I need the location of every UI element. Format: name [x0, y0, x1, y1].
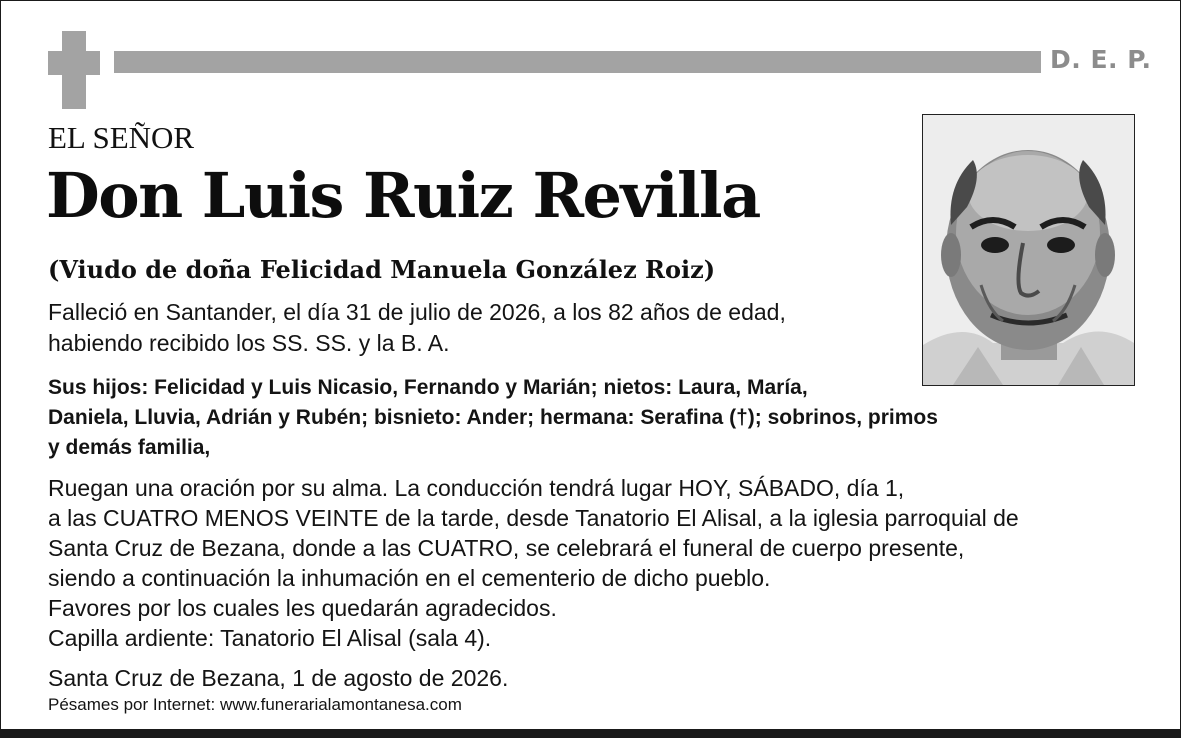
funeral-line: Capilla ardiente: Tanatorio El Alisal (sala 4).: [48, 625, 492, 651]
death-announcement: [48, 297, 786, 359]
portrait-image: [923, 115, 1134, 385]
cross-horizontal-bar: [48, 51, 100, 75]
latin-cross-icon: [48, 31, 100, 109]
funeral-details: [48, 473, 1019, 653]
funeral-line: siendo a continuación la inhumación en el cementerio de dicho pueblo.: [48, 565, 771, 591]
family-list: [48, 373, 938, 463]
funeral-line: Santa Cruz de Bezana, donde a las CUATRO, se celebrará el funeral de cuerpo presente,: [48, 535, 965, 561]
family-line: Sus hijos: Felicidad y Luis Nicasio, Fernando y Marián; nietos: Laura, María,: [48, 376, 808, 399]
place-and-date: Santa Cruz de Bezana, 1 de agosto de 2026.: [48, 665, 509, 691]
widow-line: (Viudo de doña Felicidad Manuela González Roiz): [48, 255, 716, 284]
funeral-line: a las CUATRO MENOS VEINTE de la tarde, desde Tanatorio El Alisal, a la iglesia parroquial de: [48, 505, 1019, 531]
portrait-photo: [922, 114, 1135, 386]
death-line: habiendo recibido los SS. SS. y la B. A.: [48, 330, 450, 356]
honorific: EL SEÑOR: [48, 120, 195, 155]
funeral-line: Ruegan una oración por su alma. La conducción tendrá lugar HOY, SÁBADO, día 1,: [48, 475, 905, 501]
death-line: Falleció en Santander, el día 31 de julio de 2026, a los 82 años de edad,: [48, 299, 786, 325]
header-rule: [114, 51, 1041, 73]
deceased-name: Don Luis Ruiz Revilla: [46, 159, 760, 232]
family-line: Daniela, Lluvia, Adrián y Rubén; bisnieto: Ander; hermana: Serafina (†); sobrinos, primos: [48, 406, 938, 429]
funeral-line: Favores por los cuales les quedarán agradecidos.: [48, 595, 557, 621]
condolences-link: Pésames por Internet: www.funerarialamontanesa.com: [48, 695, 462, 714]
dep-label: D. E. P.: [1050, 45, 1152, 74]
family-line: y demás familia,: [48, 436, 211, 459]
